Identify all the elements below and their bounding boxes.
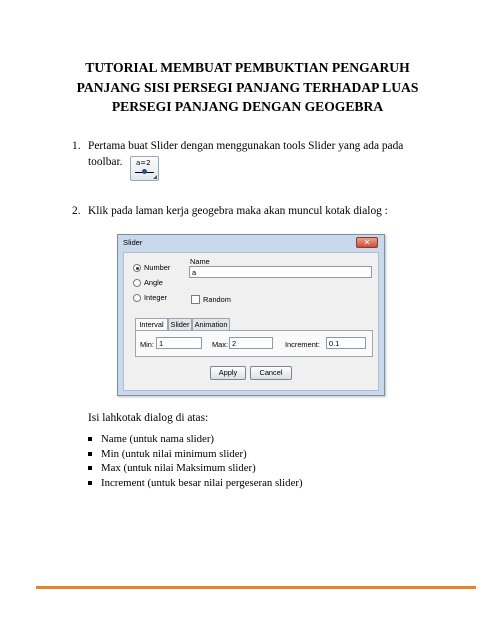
- radio-label: Number: [144, 263, 171, 272]
- title-line-2: PANJANG SISI PERSEGI PANJANG TERHADAP LUAS: [76, 79, 419, 95]
- slider-knob-icon: [142, 169, 147, 174]
- dialog-titlebar[interactable]: [118, 235, 384, 251]
- step-text: Klik pada laman kerja geogebra maka akan muncul kotak dialog :: [88, 205, 388, 217]
- radio-label: Integer: [144, 293, 168, 302]
- max-field-group: [212, 339, 237, 349]
- radio-unselected-icon: [133, 279, 141, 287]
- step-text: Pertama buat Slider dengan menggunakan tools Slider yang ada pada: [88, 140, 404, 152]
- name-input[interactable]: a: [189, 266, 372, 278]
- interval-panel: [135, 330, 373, 357]
- name-label: Name: [190, 257, 210, 266]
- random-label: Random: [203, 295, 231, 304]
- bullet-square-icon: [88, 437, 92, 441]
- min-label: Min:: [140, 340, 154, 349]
- dialog-description: Isi lahkotak dialog di atas:: [88, 412, 209, 424]
- tab-slider[interactable]: Slider: [168, 318, 192, 330]
- dialog-body: [123, 252, 379, 391]
- tab-animation[interactable]: Animation: [192, 318, 230, 330]
- cancel-button[interactable]: Cancel: [250, 366, 292, 380]
- radio-unselected-icon: [133, 294, 141, 302]
- radio-label: Angle: [144, 278, 163, 287]
- slider-tool-icon[interactable]: [130, 156, 159, 181]
- step-number: 2.: [72, 205, 81, 217]
- checkbox-icon: [191, 295, 200, 304]
- increment-field-group: [285, 339, 340, 349]
- max-label: Max:: [212, 340, 229, 349]
- title-line-3: PERSEGI PANJANG DENGAN GEOGEBRA: [111, 99, 384, 114]
- max-input[interactable]: 2: [229, 337, 273, 349]
- radio-selected-icon: [133, 264, 141, 272]
- bullet-square-icon: [88, 466, 92, 470]
- slider-dialog: [117, 234, 385, 396]
- close-icon[interactable]: ✕: [356, 237, 378, 248]
- apply-button[interactable]: Apply: [210, 366, 246, 380]
- min-field-group: [140, 339, 164, 349]
- increment-label: Increment:: [285, 340, 320, 349]
- step-1-continuation: toolbar.: [88, 156, 123, 168]
- corner-triangle-icon: [153, 175, 157, 179]
- title-line-1: TUTORIAL MEMBUAT PEMBUKTIAN PENGARUH: [85, 60, 410, 75]
- step-number: 1.: [72, 140, 81, 152]
- footer-divider: [36, 586, 476, 589]
- tab-interval[interactable]: Interval: [135, 318, 168, 331]
- document-title: [40, 58, 455, 117]
- bullet-square-icon: [88, 481, 92, 485]
- increment-input[interactable]: 0.1: [326, 337, 366, 349]
- dialog-title: Slider: [123, 238, 143, 247]
- slider-tool-label: a=2: [136, 159, 151, 167]
- bullet-square-icon: [88, 452, 92, 456]
- min-input[interactable]: 1: [156, 337, 202, 349]
